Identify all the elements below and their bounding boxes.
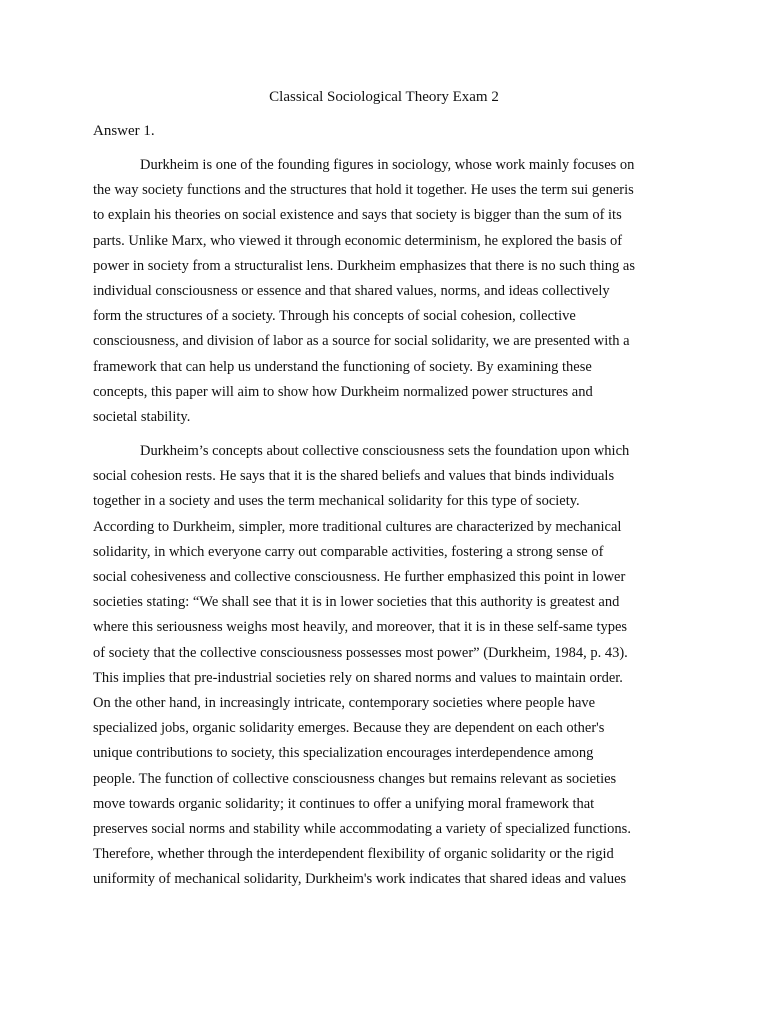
paragraph-line: framework that can help us understand the functioning of society. By examining these <box>93 358 592 375</box>
paragraph-line: to explain his theories on social existence and says that society is bigger than the sum of its <box>93 207 622 224</box>
paragraph-line: consciousness, and division of labor as a source for social solidarity, we are presented with a <box>93 333 630 350</box>
paragraph-line: concepts, this paper will aim to show how Durkheim normalized power structures and <box>93 383 593 400</box>
paragraph-line: Durkheim’s concepts about collective consciousness sets the foundation upon which <box>140 443 630 459</box>
paragraph-line: together in a society and uses the term mechanical solidarity for this type of society. <box>93 493 580 510</box>
paragraph-line: power in society from a structuralist lens. Durkheim emphasizes that there is no such thing as <box>93 257 636 274</box>
paragraph-line: societal stability. <box>93 409 191 426</box>
paragraph-line: preserves social norms and stability while accommodating a variety of specialized functions. <box>93 821 631 838</box>
paragraph-line: According to Durkheim, simpler, more traditional cultures are characterized by mechanical <box>93 518 622 535</box>
paragraph-line: where this seriousness weighs most heavily, and moreover, that it is in these self-same types <box>93 619 628 636</box>
paragraph-line: people. The function of collective consciousness changes but remains relevant as societies <box>93 770 617 787</box>
paragraph-line: Durkheim is one of the founding figures in sociology, whose work mainly focuses on <box>140 157 635 173</box>
paragraph-line: This implies that pre-industrial societies rely on shared norms and values to maintain order. <box>93 669 623 686</box>
paragraph-line: social cohesion rests. He says that it is the shared beliefs and values that binds individuals <box>93 468 615 485</box>
paragraph-line: form the structures of a society. Through his concepts of social cohesion, collective <box>93 308 576 325</box>
answer-heading: Answer 1. <box>93 123 155 139</box>
document-title: Classical Sociological Theory Exam 2 <box>269 89 499 105</box>
paragraph-line: social cohesiveness and collective consciousness. He further emphasized this point in lower <box>93 569 626 586</box>
paragraph-line: individual consciousness or essence and that shared values, norms, and ideas collectively <box>93 283 610 300</box>
paragraph-1 <box>93 153 677 430</box>
paragraph-line: solidarity, in which everyone carry out comparable activities, fostering a strong sense of <box>93 543 604 560</box>
paragraph-line: Therefore, whether through the interdependent flexibility of organic solidarity or the rigid <box>93 846 614 863</box>
paragraph-line: move towards organic solidarity; it continues to offer a unifying moral framework that <box>93 795 595 812</box>
paragraph-line: On the other hand, in increasingly intricate, contemporary societies where people have <box>93 695 596 712</box>
paragraph-line: the way society functions and the structures that hold it together. He uses the term sui generis <box>93 182 634 199</box>
paragraph-line: of society that the collective consciousness possesses most power” (Durkheim, 1984, p. 43). <box>93 644 628 661</box>
paragraph-2 <box>93 439 677 893</box>
paragraph-line: uniformity of mechanical solidarity, Durkheim's work indicates that shared ideas and values <box>93 871 627 888</box>
paragraph-line: societies stating: “We shall see that it is in lower societies that this authority is greatest and <box>93 594 620 611</box>
paragraph-line: specialized jobs, organic solidarity emerges. Because they are dependent on each other's <box>93 720 605 737</box>
paragraph-line: unique contributions to society, this specialization encourages interdependence among <box>93 745 594 762</box>
paragraph-line: parts. Unlike Marx, who viewed it through economic determinism, he explored the basis of <box>93 232 623 249</box>
